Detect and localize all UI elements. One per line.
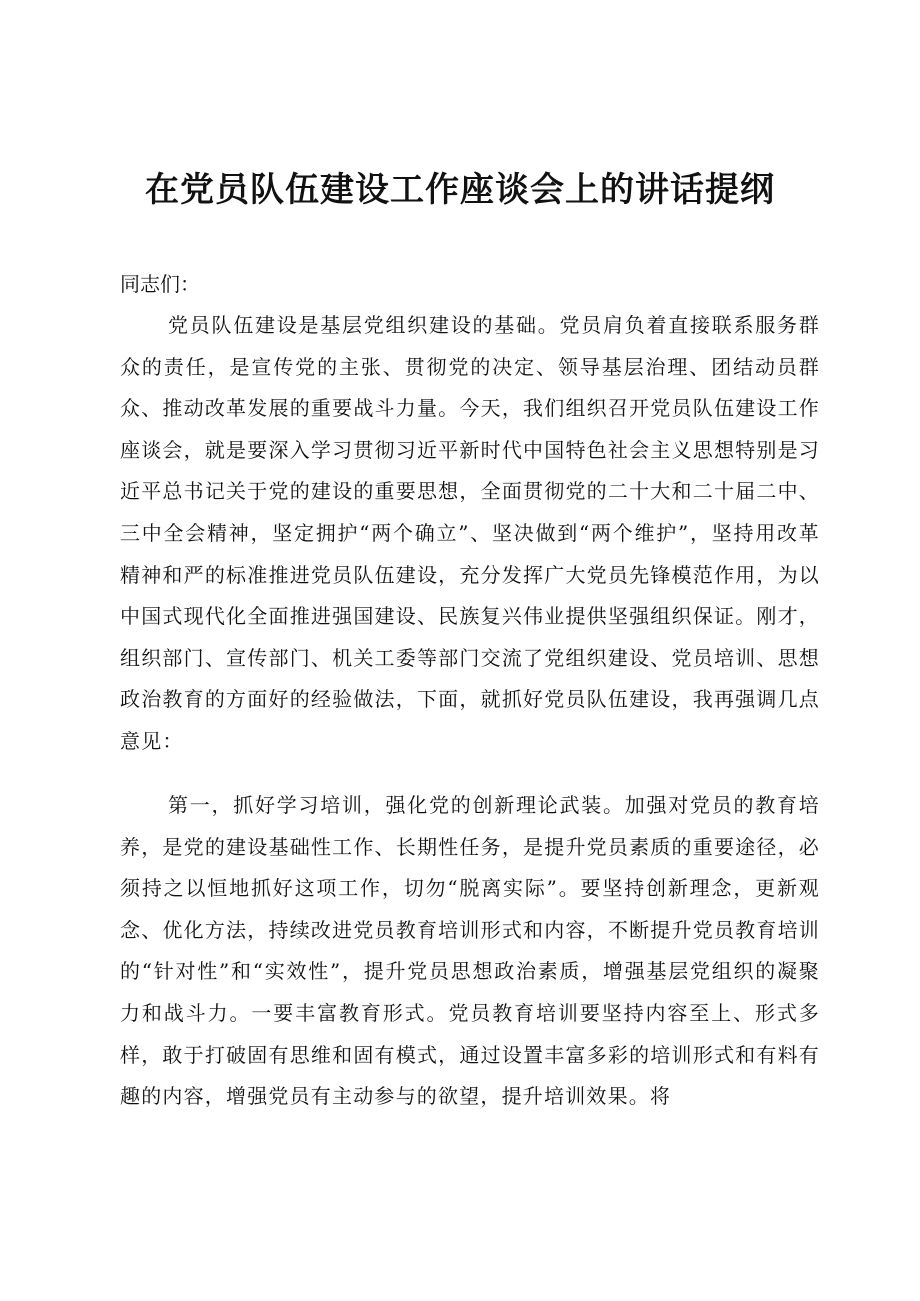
paragraph-first-point: 第一，抓好学习培训，强化党的创新理论武装。加强对党员的教育培养，是党的建设基础性工作、长期性任务，是提升党员素质的重要途径，必须持之以恒地抓好这项工作，切勿“脱离实际”。要坚持创新理念，更新观念、优化方法，持续改进党员教育培训形式和内容，不断提升党员教育培训的“针对性”和“实效性”，提升党员思想政治素质，增强基层党组织的凝聚力和战斗力。一要丰富教育形式。党员教育培训要坚持内容至上、形式多样，敢于打破固有思维和固有模式，通过设置丰富多彩的培训形式和有料有趣的内容，增强党员有主动参与的欲望，提升培训效果。将 bbox=[120, 793, 820, 1109]
salutation: 同志们： bbox=[120, 272, 200, 296]
paragraph-intro: 党员队伍建设是基层党组织建设的基础。党员肩负着直接联系服务群众的责任，是宣传党的主张、贯彻党的决定、领导基层治理、团结动员群众、推动改革发展的重要战斗力量。今天，我们组织召开党员队伍建设工作座谈会，就是要深入学习贯彻习近平新时代中国特色社会主义思想特别是习近平总书记关于党的建设的重要思想，全面贯彻党的二十大和二十届二中、三中全会精神，坚定拥护“两个确立”、坚决做到“两个维护”，坚持用改革精神和严的标准推进党员队伍建设，充分发挥广大党员先锋模范作用，为以中国式现代化全面推进强国建设、民族复兴伟业提供坚强组织保证。刚才，组织部门、宣传部门、机关工委等部门交流了党组织建设、党员培训、思想政治教育的方面好的经验做法，下面，就抓好党员队伍建设，我再强调几点意见： bbox=[120, 313, 820, 753]
document-title: 在党员队伍建设工作座谈会上的讲话提纲 bbox=[145, 170, 775, 210]
